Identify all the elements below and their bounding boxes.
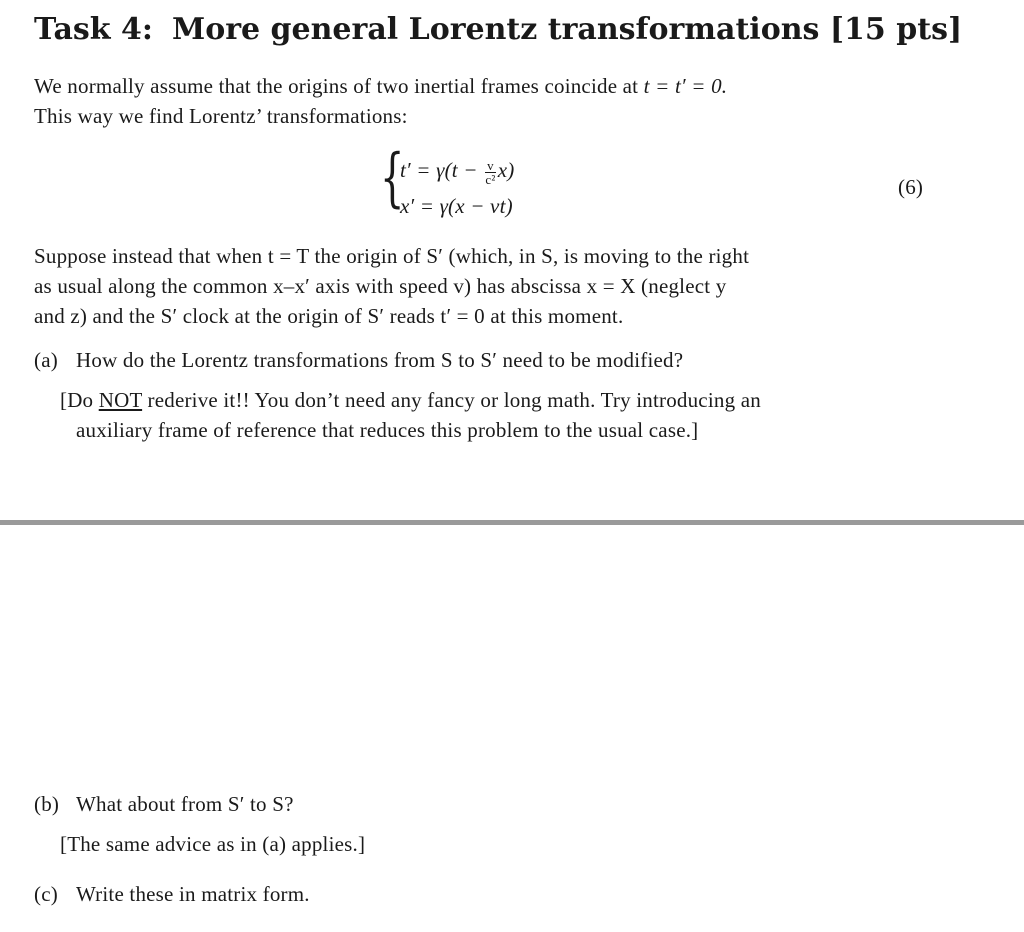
equation-line-1 — [400, 158, 515, 186]
intro-line-1-text: We normally assume that the origins of two inertial frames coincide at — [34, 74, 644, 98]
intro-line-1 — [34, 74, 727, 99]
task-title: More general Lorentz transformations [15 pts] — [172, 12, 963, 47]
fraction-numerator: v — [487, 157, 494, 173]
section-divider — [0, 520, 1024, 525]
equation-brace: { — [380, 141, 405, 215]
equation-2: x′ = γ(x − vt) — [400, 194, 513, 218]
part-b-hint: [The same advice as in (a) applies.] — [60, 832, 366, 856]
part-a-hint-line-2: auxiliary frame of reference that reduces this problem to the usual case.] — [76, 418, 699, 442]
part-c-question: Write these in matrix form. — [76, 882, 310, 906]
hint-not-underlined: NOT — [98, 388, 143, 412]
equation-number: (6) — [898, 175, 924, 199]
part-a-hint-line-1 — [60, 388, 761, 413]
part-b-label: (b) — [34, 792, 60, 816]
equation-1-fraction — [485, 159, 496, 186]
suppose-line-2: as usual along the common x–x′ axis with speed v) has abscissa x = X (neglect y — [34, 274, 727, 298]
equation-1-rhs: x) — [497, 158, 515, 182]
hint-open: [Do — [60, 388, 99, 412]
hint-rest: rederive it!! You don’t need any fancy or long math. Try introducing an — [142, 388, 761, 412]
part-a-question: How do the Lorentz transformations from S to S′ need to be modified? — [76, 348, 684, 372]
intro-line-2: This way we find Lorentz’ transformations: — [34, 104, 408, 128]
fraction-denominator: c² — [485, 171, 496, 187]
intro-line-1-math: t = t′ = 0. — [643, 74, 728, 98]
part-c-label: (c) — [34, 882, 58, 906]
equation-line-2 — [400, 194, 513, 219]
suppose-line-1: Suppose instead that when t = T the origin of S′ (which, in S, is moving to the right — [34, 244, 750, 268]
equation-1-lhs: t′ = γ(t − — [400, 158, 484, 182]
task-number: Task 4: — [34, 12, 153, 47]
part-a-label: (a) — [34, 348, 58, 372]
suppose-line-3: and z) and the S′ clock at the origin of S′ reads t′ = 0 at this moment. — [34, 304, 624, 328]
part-b-question: What about from S′ to S? — [76, 792, 294, 816]
